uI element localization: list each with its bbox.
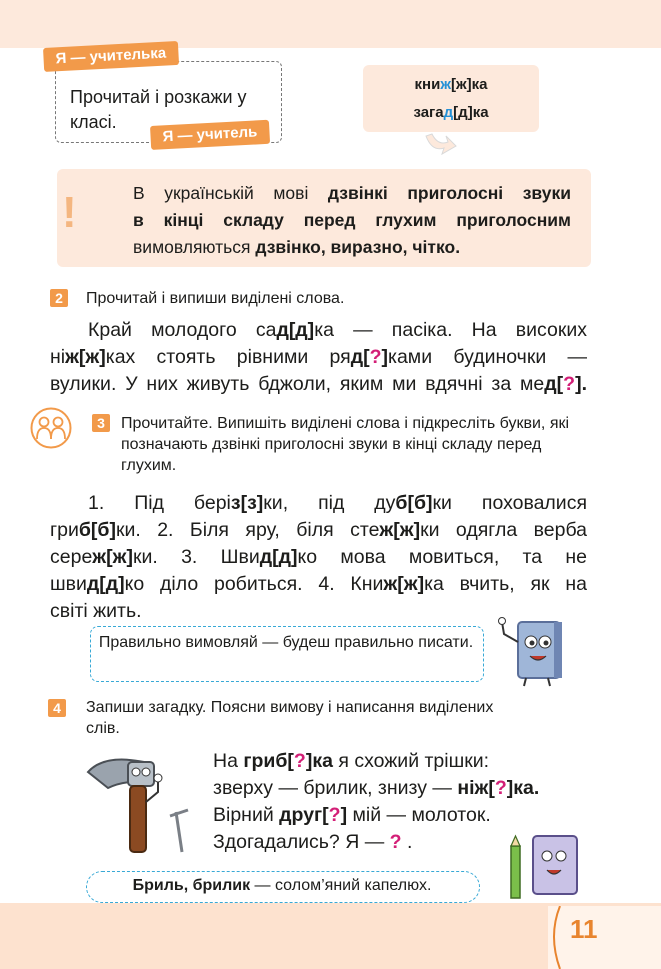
rule-line: вимовляються дзвінко, виразно, чітко. [133,237,461,257]
top-band [0,0,661,48]
arrow-down-icon [420,132,460,162]
riddle-line: На гриб[?]ка я схожий трішки: [213,750,490,772]
page-number: 11 [570,914,598,944]
riddle-line: зверху — брилик, знизу — ніж[?]ка. [213,777,540,799]
task-instruction: Запиши загадку. Поясни вимову і написання виділених слів. [86,699,494,737]
task-instruction: Прочитай і випиши виділені слова. [86,290,345,307]
task-number: 4 [48,699,66,717]
page-number-tab [548,906,661,969]
hat-note-text: Бриль, брилик — солом’яний капелюх. [132,877,432,894]
riddle-line: Здогадались? Я — ? . [213,831,413,853]
task-number: 2 [50,289,68,307]
tag-teacher-female: Я — учителька [43,41,179,72]
task3-text: 1. Під беріз[з]ки, під дуб[б]ки поховалися гриб[б]ки. 2. Біля яру, біля стеж[ж]ки одягла верба сереж[ж]ки. 3. Швид[д]ко мова мовиться, та не швид[д]ко діло робиться. 4. Книж[ж]ка вчить, як на світі жить. [50,492,588,622]
book-character-icon [496,612,576,690]
task-instruction: Прочитайте. Випишіть виділені слова і підкресліть букви, які позначають дзвінкі приголосні звуки в кінці складу перед глухим. [121,415,570,474]
dialog-text: Прочитай і розкажи у класі. [70,87,247,132]
group-work-icon [30,407,72,449]
example-word: книж[ж]ка [414,76,488,93]
proverb-text: Правильно вимовляй — будеш правильно писати. [98,634,474,651]
hammer-character-icon [84,752,204,862]
task-number: 3 [92,414,110,432]
tag-teacher-male: Я — учитель [150,120,270,150]
task2-text: Край молодого сад[д]ка — пасіка. На високих ніж[ж]ках стоять рівними ряд[?]ками будиночки — вулики. У них живуть бджоли, яким ми вдячні за мед[?]. [50,319,587,395]
page-tab-curve [548,906,562,969]
exclamation-icon: ! [62,188,77,237]
rule-line: в кінці складу перед глухим приголосним [133,210,571,230]
notepad-pencil-character-icon [497,832,587,904]
example-word: загад[д]ка [413,104,489,121]
rule-line: В українській мові дзвінкі приголосні звуки [133,183,572,203]
riddle-line: Вірний друг[?] мій — молоток. [213,804,491,826]
